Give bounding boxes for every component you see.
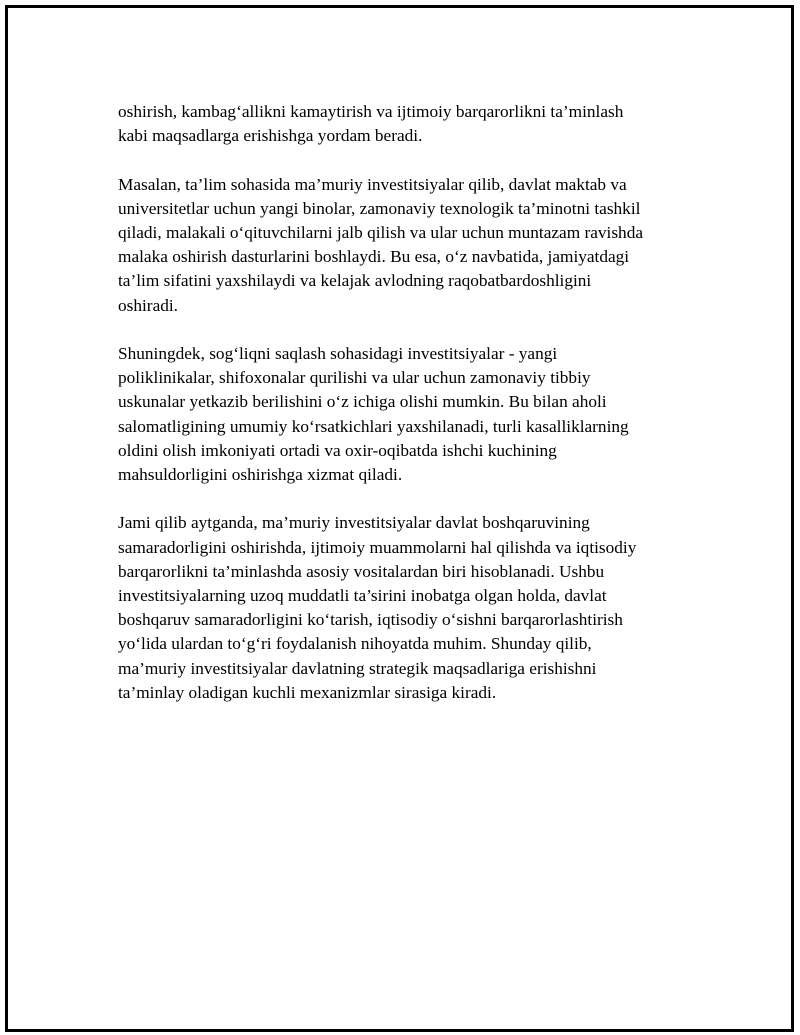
- paragraph-1: [118, 100, 698, 148]
- document-body: [118, 100, 698, 705]
- text-line: Jami qilib aytganda, ma’muriy investitsiyalar davlat boshqaruvining: [118, 513, 590, 533]
- text-line: Masalan, ta’lim sohasida ma’muriy investitsiyalar qilib, davlat maktab va: [118, 174, 627, 194]
- text-line: mahsuldorligini oshirishga xizmat qiladi.: [118, 465, 403, 485]
- text-line: yo‘lida ulardan to‘g‘ri foydalanish nihoyatda muhim. Shunday qilib,: [118, 634, 592, 654]
- text-line: poliklinikalar, shifoxonalar qurilishi va ular uchun zamonaviy tibbiy: [118, 368, 591, 388]
- text-line: kabi maqsadlarga erishishga yordam beradi.: [118, 126, 423, 146]
- text-line: investitsiyalarning uzoq muddatli ta’sirini inobatga olgan holda, davlat: [118, 586, 607, 606]
- text-line: ta’lim sifatini yaxshilaydi va kelajak avlodning raqobatbardoshligini: [118, 271, 592, 291]
- text-line: Shuningdek, sog‘liqni saqlash sohasidagi investitsiyalar - yangi: [118, 344, 558, 363]
- text-line: oshiradi.: [118, 295, 178, 315]
- text-line: oldini olish imkoniyati ortadi va oxir-oqibatda ishchi kuchining: [118, 440, 557, 460]
- text-line: samaradorligini oshirishda, ijtimoiy muammolarni hal qilishda va iqtisodiy: [118, 537, 637, 557]
- text-line: ta’minlay oladigan kuchli mexanizmlar sirasiga kiradi.: [118, 682, 497, 702]
- paragraph-4: [118, 511, 698, 705]
- text-line: barqarorlikni ta’minlashda asosiy vositalardan biri hisoblanadi. Ushbu: [118, 561, 605, 581]
- text-line: salomatligining umumiy ko‘rsatkichlari yaxshilanadi, turli kasalliklarning: [118, 416, 629, 436]
- text-line: qiladi, malakali o‘qituvchilarni jalb qilish va ular uchun muntazam ravishda: [118, 223, 644, 242]
- text-line: oshirish, kambag‘allikni kamaytirish va ijtimoiy barqarorlikni ta’minlash: [118, 102, 624, 121]
- page-border: [5, 5, 794, 1032]
- paragraph-3: [118, 342, 698, 487]
- text-line: boshqaruv samaradorligini ko‘tarish, iqtisodiy o‘sishni barqarorlashtirish: [118, 610, 623, 630]
- text-line: ma’muriy investitsiyalar davlatning strategik maqsadlariga erishishni: [118, 658, 597, 678]
- paragraph-2: [118, 173, 698, 318]
- text-line: malaka oshirish dasturlarini boshlaydi. Bu esa, o‘z navbatida, jamiyatdagi: [118, 247, 630, 267]
- text-line: uskunalar yetkazib berilishini o‘z ichiga olishi mumkin. Bu bilan aholi: [118, 392, 607, 412]
- text-line: universitetlar uchun yangi binolar, zamonaviy texnologik ta’minotni tashkil: [118, 198, 641, 218]
